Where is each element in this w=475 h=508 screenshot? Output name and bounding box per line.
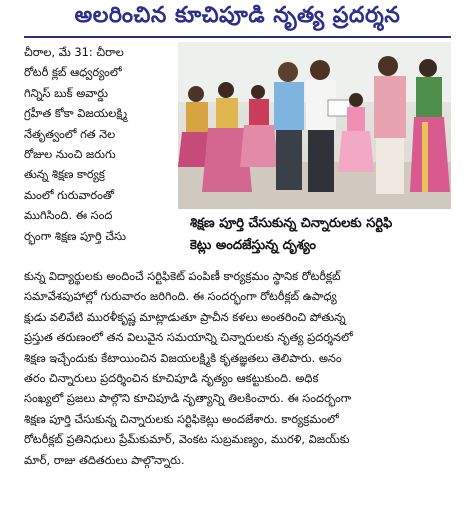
photo-caption [178, 209, 451, 259]
text-line: సమావేశపుహాల్లో గురువారం జరిగింది. ఈ సందర్భంగా రోటరీక్లబ్ ఉపాధ్య [24, 289, 337, 304]
caption-line: కెట్లు అందజేస్తున్న దృశ్యం [190, 238, 316, 253]
text-line: కున్న విద్యార్థులకు అందించే సర్టిఫికెట్ పంపిణీ కార్యక్రమం స్థానిక రోటరీక్లబ్ [24, 269, 341, 283]
headline: అలరించిన కూచిపూడి నృత్య ప్రదర్శన [74, 3, 401, 28]
text-line: ముగిసింది. ఈ సంద [24, 208, 113, 223]
text-line: గ్రహీత కోకా విజయలక్ష్మి [24, 106, 128, 121]
text-line: శిక్షణ పూర్తి చేసుకున్న చిన్నారులకు సర్టిఫికెట్లు అందజేశారు. కార్యక్రమంలో [24, 411, 339, 426]
caption-line: శిక్షణ పూర్తి చేసుకున్న చిన్నారులకు సర్టిఫి [190, 216, 393, 231]
text-line: సంఖ్యలో ప్రజలు పాల్గొని కూచిపూడి నృత్యాన్ని తిలకించారు. ఈ సందర్భంగా [24, 391, 352, 406]
text-line: నేతృత్వంలో గత నెల [24, 126, 116, 141]
text-line: తున్న శిక్షణ కార్యక్ర [24, 167, 105, 182]
text-line: క్షుడు వలివేటి మురళీకృష్ణ మాట్లాడుతూ ప్రాచీన కళలు అంతరించి పోతున్న [24, 309, 346, 324]
news-photo [178, 42, 451, 209]
text-line: ప్రస్తుత తరుణంలో తన విలువైన సమయాన్ని చిన్నారులకు నృత్య ప్రదర్శనలో [24, 330, 353, 345]
headline-rule [24, 36, 451, 38]
text-line: మార్, రాజు తదితరులు పాల్గొన్నారు. [24, 452, 185, 467]
article-body [24, 266, 451, 470]
event-photo-illustration [178, 42, 451, 209]
text-line: చీరాల, మే 31: చీరాల [24, 45, 124, 59]
text-line: రోటరీక్లబ్ ప్రతినిధులు ప్రేమ్‌కుమార్, వెంకట సుబ్రమణ్యం, మురళి, విజయ్‌కు [24, 432, 350, 447]
article-column [24, 42, 174, 246]
text-line: తరం చిన్నారులు ప్రదర్శించిన కూచిపూడి నృత్యం ఆకట్టుకుంది. అధిక [24, 371, 319, 386]
text-line: రోటరీ క్లబ్ ఆధ్వర్యంలో [24, 65, 122, 80]
text-line: గిన్నిస్ బుక్ అవార్డు [24, 85, 108, 100]
text-line: రోజుల నుంచి జరుగు [24, 147, 116, 162]
text-line: ర్భంగా శిక్షణ పూర్తి చేసు [24, 228, 126, 243]
text-line: శిక్షణ ఇచ్చేందుకు కేటాయించిన విజయలక్ష్మికి కృతజ్ఞతలు తెలిపారు. అనం [24, 350, 342, 365]
text-line: మంలో గురువారంతో [24, 187, 115, 202]
